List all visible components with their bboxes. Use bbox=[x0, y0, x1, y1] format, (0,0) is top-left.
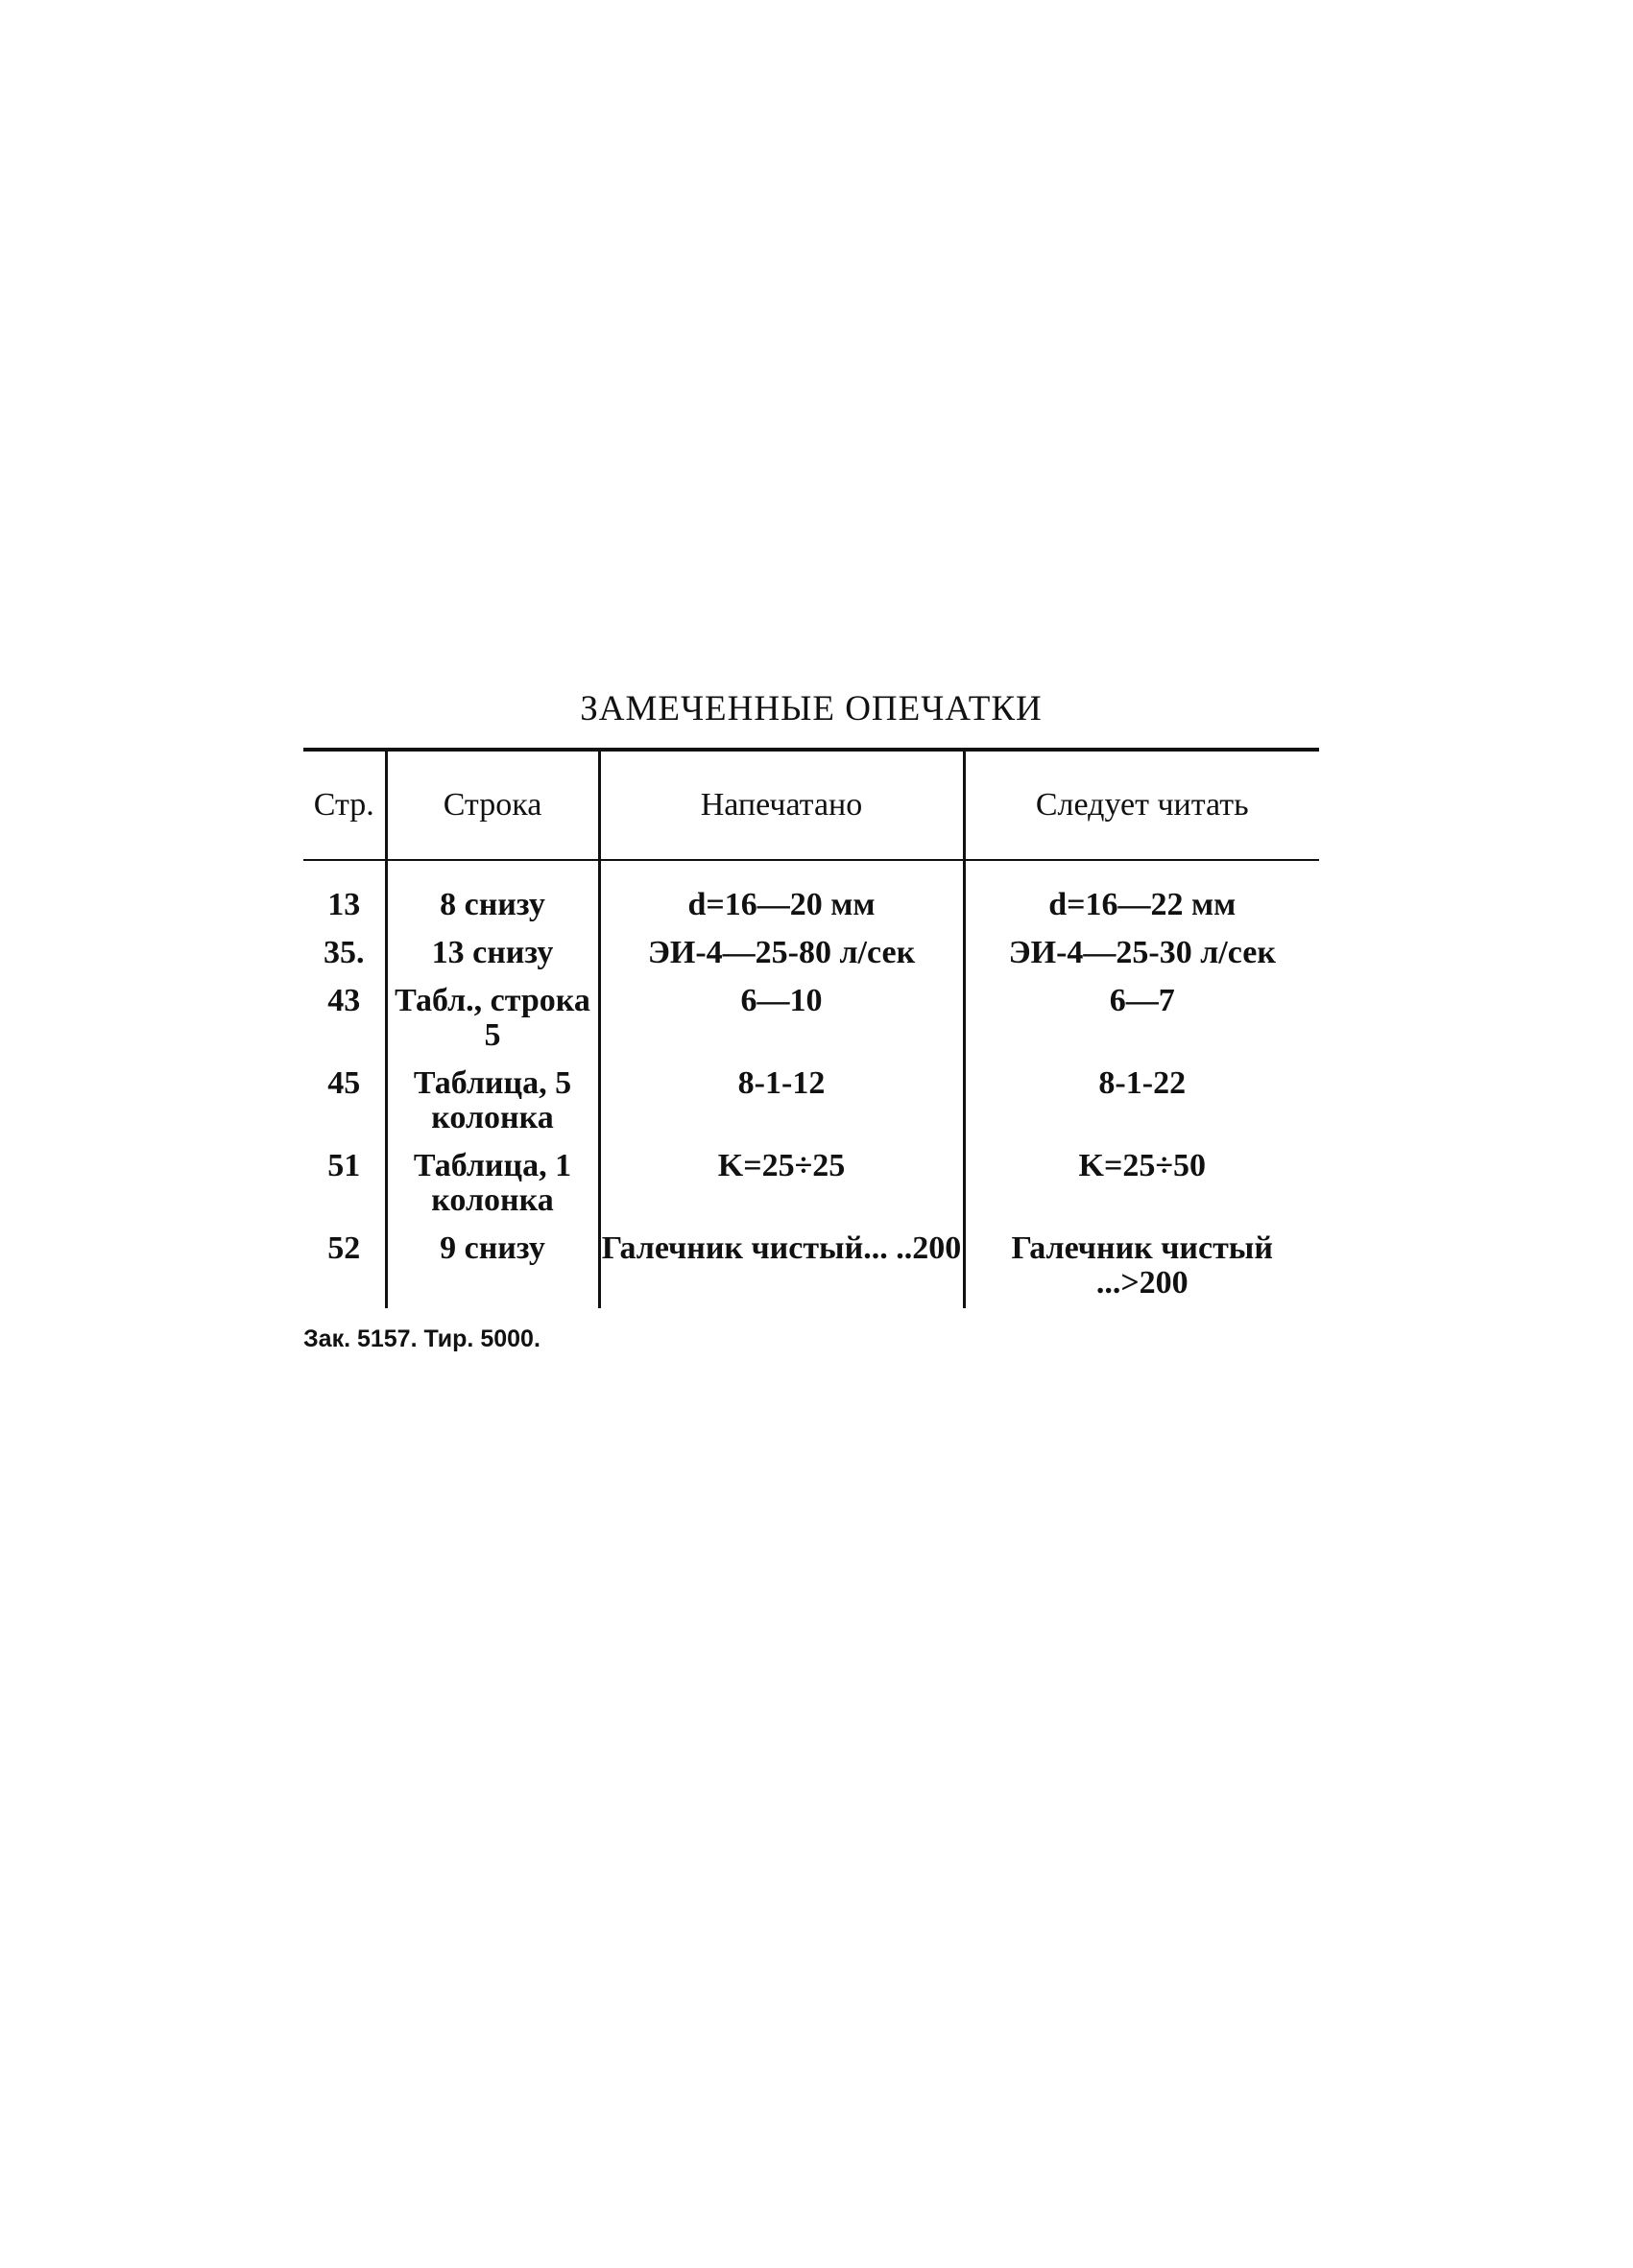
header-printed: Напечатано bbox=[599, 750, 964, 860]
cell-line: 13 снизу bbox=[386, 936, 599, 984]
cell-page: 43 bbox=[327, 983, 361, 1018]
cell-page: 35. bbox=[324, 935, 365, 970]
cell-printed: ЭИ-4—25-80 л/сек bbox=[599, 936, 964, 984]
cell-page: 13 bbox=[327, 887, 361, 922]
cell-correct: d=16—22 мм bbox=[964, 860, 1319, 936]
table-row bbox=[303, 860, 1319, 936]
header-page: Стр. bbox=[303, 750, 386, 860]
table-row bbox=[303, 1149, 1319, 1231]
cell-line: Таблица, 5 колонка bbox=[386, 1066, 599, 1149]
cell-printed: 8-1-12 bbox=[599, 1066, 964, 1149]
cell-line: 9 снизу bbox=[386, 1231, 599, 1308]
cell-page: 51 bbox=[327, 1148, 361, 1183]
cell-line: Таблица, 1 колонка bbox=[386, 1149, 599, 1231]
header-row bbox=[303, 750, 1319, 860]
header-line: Строка bbox=[386, 750, 599, 860]
table-row bbox=[303, 936, 1319, 984]
cell-printed: K=25÷25 bbox=[599, 1149, 964, 1231]
table-row bbox=[303, 1066, 1319, 1149]
imprint-line: Зак. 5157. Тир. 5000. bbox=[303, 1325, 540, 1352]
table-row bbox=[303, 1231, 1319, 1308]
cell-line: 8 снизу bbox=[386, 860, 599, 936]
errata-section bbox=[303, 691, 1319, 1353]
header-correct: Следует читать bbox=[964, 750, 1319, 860]
table-row bbox=[303, 984, 1319, 1066]
cell-page: 45 bbox=[327, 1065, 361, 1101]
errata-table bbox=[303, 748, 1319, 1308]
cell-page: 52 bbox=[327, 1230, 361, 1266]
cell-correct: ЭИ-4—25-30 л/сек bbox=[964, 936, 1319, 984]
cell-correct: 8-1-22 bbox=[964, 1066, 1319, 1149]
cell-printed: 6—10 bbox=[599, 984, 964, 1066]
cell-correct: 6—7 bbox=[964, 984, 1319, 1066]
cell-line: Табл., строка 5 bbox=[386, 984, 599, 1066]
cell-correct: Галечник чистый ...>200 bbox=[964, 1231, 1319, 1308]
cell-printed: d=16—20 мм bbox=[599, 860, 964, 936]
errata-title: ЗАМЕЧЕННЫЕ ОПЕЧАТКИ bbox=[580, 689, 1043, 728]
cell-correct: K=25÷50 bbox=[964, 1149, 1319, 1231]
cell-printed: Галечник чистый... ..200 bbox=[599, 1231, 964, 1308]
